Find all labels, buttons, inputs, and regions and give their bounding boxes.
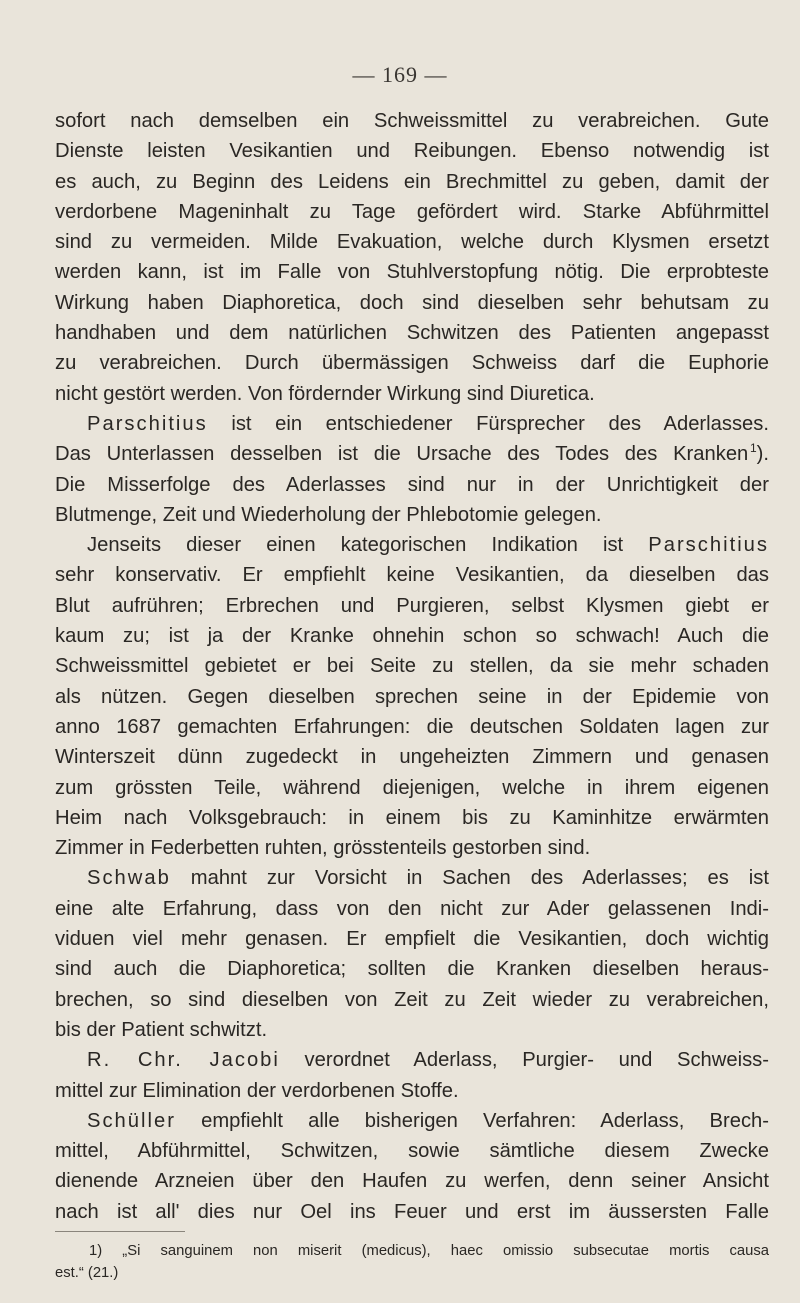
footnote-line: 1) „Si sanguinem non miserit (medicus), haec omissio subsecutae mortis causa (89, 1243, 769, 1259)
body-line-text: ist ein entschiedener Fürsprecher des Aderlasses. (207, 412, 769, 435)
body-line: anno 1687 gemachten Erfahrungen: die deutschen Soldaten lagen zur (55, 715, 769, 738)
page-number: — 169 — (352, 62, 448, 87)
body-line: Schweissmittel gebietet er bei Seite zu stellen, da sie mehr schaden (55, 655, 769, 678)
body-line-text: ). (756, 443, 769, 466)
author-name: R. Chr. Jacobi (87, 1049, 280, 1072)
body-line (55, 863, 769, 893)
body-line: dienende Arzneien über den Haufen zu werfen, denn seiner Ansicht (55, 1170, 769, 1193)
body-line: mittel, Abführmittel, Schwitzen, sowie sämtliche diesem Zwecke (55, 1140, 769, 1163)
body-line: eine alte Erfahrung, dass von den nicht zur Ader gelassenen Indi- (55, 897, 769, 920)
body-line (55, 1106, 769, 1136)
body-line: Zimmer in Federbetten ruhten, grösstenteils gestorben sind. (55, 837, 591, 860)
body-line: viduen viel mehr genasen. Er empfielt die Vesikantien, doch wichtig (55, 928, 769, 951)
author-name: Parschitius (87, 412, 208, 435)
body-line: Dienste leisten Vesikantien und Reibungen. Ebenso notwendig ist (55, 140, 769, 163)
body-line: bis der Patient schwitzt. (55, 1018, 268, 1041)
body-line: sofort nach demselben ein Schweissmittel zu verabreichen. Gute (55, 110, 769, 132)
body-line: nach ist all' dies nur Oel ins Feuer und erst im äussersten Falle (55, 1200, 769, 1223)
body-line: Blutmenge, Zeit und Wiederholung der Phlebotomie gelegen. (55, 503, 602, 526)
body-line (55, 439, 769, 469)
body-line: kaum zu; ist ja der Kranke ohnehin schon so schwach! Auch die (55, 625, 769, 648)
body-text (55, 106, 769, 1227)
body-line: Blut aufrühren; Erbrechen und Purgieren, selbst Klysmen giebt er (55, 594, 769, 617)
footnote-reference[interactable]: 1 (749, 441, 757, 456)
body-line: werden kann, ist im Falle von Stuhlverstopfung nötig. Die erprobteste (55, 261, 769, 284)
body-line-text: empfiehlt alle bisherigen Verfahren: Aderlass, Brech- (175, 1109, 769, 1132)
body-line (55, 1045, 769, 1075)
body-line-text: mahnt zur Vorsicht in Sachen des Aderlasses; es ist (170, 867, 769, 890)
body-line: zu verabreichen. Durch übermässigen Schweiss darf die Euphorie (55, 352, 769, 375)
footnote (55, 1240, 769, 1284)
body-line: sehr konservativ. Er empfiehlt keine Vesikantien, da dieselben das (55, 564, 769, 587)
body-line: sind zu vermeiden. Milde Evakuation, welche durch Klysmen ersetzt (55, 231, 769, 254)
body-line (55, 530, 769, 560)
body-line-text: Jenseits dieser einen kategorischen Indikation ist (87, 534, 649, 557)
body-line (55, 409, 769, 439)
body-line-text: verordnet Aderlass, Purgier- und Schweiss- (279, 1049, 769, 1072)
body-line: brechen, so sind dieselben von Zeit zu Zeit wieder zu verabreichen, (55, 988, 769, 1011)
author-name: Parschitius (648, 534, 769, 557)
body-line: es auch, zu Beginn des Leidens ein Brechmittel zu geben, damit der (55, 170, 769, 193)
body-line: Wirkung haben Diaphoretica, doch sind dieselben sehr behutsam zu (55, 291, 769, 314)
footnote-divider (55, 1231, 185, 1232)
footnote-line: est.“ (21.) (55, 1265, 119, 1281)
body-line: mittel zur Elimination der verdorbenen Stoffe. (55, 1079, 459, 1102)
author-name: Schwab (87, 867, 171, 890)
body-line-text: Das Unterlassen desselben ist die Ursache des Todes des Kranken (55, 443, 749, 466)
body-line: nicht gestört werden. Von fördernder Wirkung sind Diuretica. (55, 382, 595, 405)
body-line: Heim nach Volksgebrauch: in einem bis zu Kaminhitze erwärmten (55, 806, 769, 829)
body-line: Die Misserfolge des Aderlasses sind nur in der Unrichtigkeit der (55, 473, 769, 496)
body-line: zum grössten Teile, während diejenigen, welche in ihrem eigenen (55, 776, 769, 799)
body-line: verdorbene Mageninhalt zu Tage gefördert wird. Starke Abführmittel (55, 200, 769, 223)
body-line: sind auch die Diaphoretica; sollten die Kranken dieselben heraus- (55, 958, 769, 981)
author-name: Schüller (87, 1109, 176, 1132)
body-line: als nützen. Gegen dieselben sprechen seine in der Epidemie von (55, 685, 769, 708)
body-line: handhaben und dem natürlichen Schwitzen des Patienten angepasst (55, 322, 769, 345)
body-line: Winterszeit dünn zugedeckt in ungeheizten Zimmern und genasen (55, 746, 769, 769)
